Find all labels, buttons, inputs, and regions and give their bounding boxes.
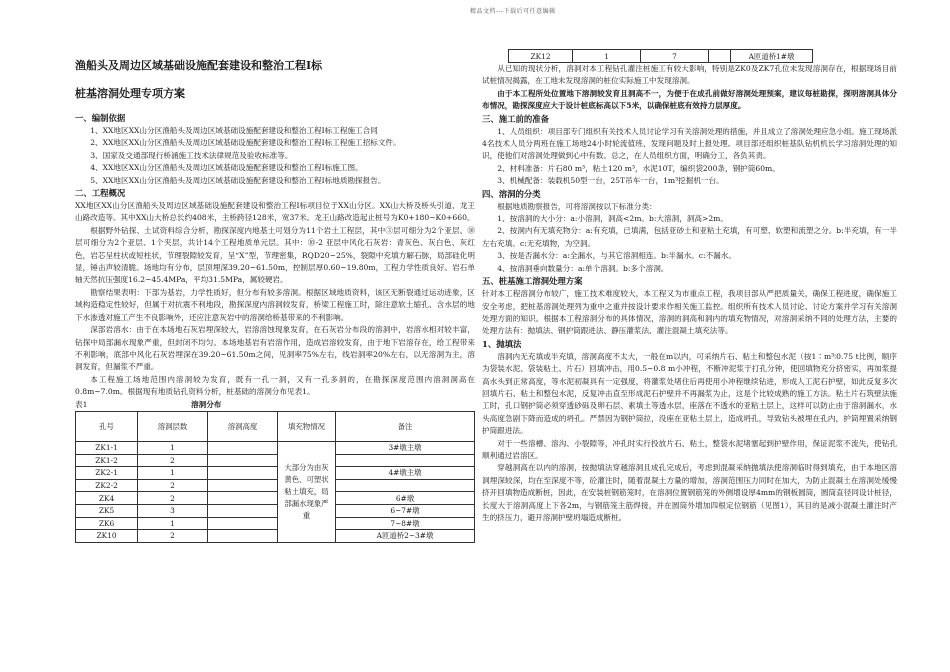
cell-layers: 2 — [138, 530, 208, 543]
cell-height — [208, 492, 278, 505]
cell-height — [208, 441, 278, 454]
prep-item: 2、材料准备：片石80 m³，粘土120 m³，水泥10T，编织袋200条，钢护筒60m。 — [497, 163, 780, 173]
cell-remark: 4#墩主墩 — [336, 467, 475, 480]
cell-layers: 1 — [138, 517, 208, 530]
watermark: 精品文档---下载后可任意编辑 — [470, 8, 556, 15]
cell-remark: 3#墩主墩 — [336, 441, 475, 454]
table-row — [76, 441, 475, 454]
section-heading-5: 五、桩基施工溶洞处理方案 — [482, 276, 583, 287]
cell-hole: ZK2-2 — [76, 479, 138, 492]
cell-hole: ZK2-1 — [76, 467, 138, 480]
cell-height — [208, 517, 278, 530]
cell-hole: ZK1-1 — [76, 441, 138, 454]
overview-paragraph: 根据野外钻探、土试资料综合分析，勘探深度内地基土可划分为11个岩土工程层，其中③层可细分为2个亚层、⑩层可细分为2个亚层、1个夹层，共计14个工程地质单元层。其中：⑩-2 亚层中风化石灰岩：青灰色、灰白色、灰红色，岩芯呈柱状或短柱状，节理裂隙较发育，呈“X”型，节理密集，RQD20~25%，裂隙中充填方解石脉，局部硅化明显，锤击声较清脆。场地均有分布，层顶埋深39.20~61.50m，控制层厚0.60~19.80m，工程力学性质良好。岩石单轴天然抗压强度16.2~45.4MPa，平均31.5MPa，属较硬岩。 — [75, 225, 475, 285]
recommendation-paragraph: 由于本工程所处位置地下溶洞较发育且洞高不一，为便于在成孔前做好溶洞处理预案，建议每桩勘探，探明溶洞具体分布情况，勘探深度应大于设计桩底标高以下5米，以确保桩底有效持力层厚度。 — [482, 88, 897, 111]
fill-method-paragraph: 对于一些溶槽、溶沟、小裂隙等，冲孔时实行投放片石、粘土，整袋水泥堵塞起到护壁作用，保证泥浆不流失，使钻孔顺利通过岩溶区。 — [482, 438, 897, 460]
basis-item: 2、XX地区XX山分区渔船头及周边区域基础设施配套建设和整治工程Ⅰ标工程施工招标文件。 — [90, 138, 401, 148]
overview-paragraph: 勘察结果表明：下部为基岩，力学性质好，但分布有较多溶洞。根据区域地质资料，该区无断裂通过运动迹象，区域构造稳定性较好，但属于对抗震不利地段，勘探深度内溶洞较发育，桥梁工程施工时，除注意软土缩孔、含水层的地下水渗透对施工产生不良影响外，还应注意灰岩中的溶洞给桥基带来的不利影响。 — [75, 287, 475, 322]
cell-layers: 2 — [138, 479, 208, 492]
analysis-paragraph: 从已知的现状分析，溶洞对本工程钻孔灌注桩施工有较大影响，特别是ZK0及ZK7孔位未发现溶洞存在，根据现场目前试桩情况揭露，在工地未发现溶洞的桩位实际施工中发现溶洞。 — [482, 64, 897, 86]
cell-remark: A匝道桥1#墩 — [731, 50, 813, 63]
fill-method-paragraph: 溶洞内无充填或半充填，溶洞高度不太大，一般在m以内，可采纳片石、粘土和整包水泥（按1∶m³∶0.75 t比例，顺序为袋装水泥、袋装粘土、片石）回填冲击，用0.5~0.8 m小冲程，不断冲泥浆于打孔分钟，使回填物充分挤密实，再加浆提高水头到正常高度，等水泥初凝具有一定强度，将灌浆处堵住后再使用小冲程继续钻进，形成人工泥石护壁，如此反复多次回填片石、粘土和整包水泥，反复冲击直至形成泥石护壁并不再漏浆为止，这是个比较成熟的施工方法。粘土片石筑壁法施工时，孔口钢护筒必须穿透砂砾及卵石层、素填土等透水层，座落在不透水的亚粘土层上，这样可以防止由于溶洞漏水，水头高度急剧下降而造成的坍孔。严禁因为钢护筒拉，没座在亚粘土层上，造成坍孔，导致钻头被埋在孔内，护筒埋置采纳钢护筒跟进法。 — [482, 351, 897, 436]
table-title: 溶洞分布 — [191, 399, 222, 409]
cell-fill — [709, 50, 731, 63]
cell-hole: ZK4 — [76, 492, 138, 505]
table-row — [509, 50, 813, 63]
left-column — [75, 18, 475, 543]
table-row — [76, 467, 475, 480]
document-subtitle: 桩基溶洞处理专项方案 — [75, 87, 185, 100]
cell-fill-note: 大部分为由灰黄色、可塑状粘土填充，局部漏水现象严重 — [278, 441, 336, 542]
basis-item: 4、XX地区XX山分区渔船头及周边区域基础设施配套建设和整治工程Ⅰ标施工图。 — [90, 163, 363, 173]
cell-height: 7 — [641, 50, 709, 63]
cell-layers: 2 — [138, 454, 208, 467]
col-header-hole: 孔号 — [76, 411, 138, 441]
cell-layers: 2 — [138, 492, 208, 505]
cell-layers: 1 — [573, 50, 641, 63]
cell-hole: ZK6 — [76, 517, 138, 530]
cell-remark — [336, 479, 475, 492]
cell-height — [208, 454, 278, 467]
subsection-heading-fill-method: 1、抛填法 — [482, 338, 522, 349]
classification-item: 3、按是否漏水分：a:全漏水，与其它溶洞相连。b:半漏水。c:不漏水。 — [497, 251, 736, 261]
classification-item: 1、按溶洞的大小分：a:小溶洞，洞高<2m。b:大溶洞，洞高>2m。 — [497, 214, 728, 224]
cell-remark: 6~7#墩 — [336, 504, 475, 517]
table-caption — [75, 399, 325, 411]
cell-hole: ZK1-2 — [76, 454, 138, 467]
cell-hole: ZK5 — [76, 504, 138, 517]
col-header-remark: 备注 — [336, 411, 475, 441]
cave-distribution-table — [75, 411, 475, 543]
classification-item: 2、按洞内有无填充物分：a:有充填，已填满，包括亚砂土和亚粘土充填，有可塑、软塑和流塑之分。b:半充填，有一半左右充填。c:无充填物，为空洞。 — [482, 226, 897, 248]
table-row — [76, 479, 475, 492]
section-heading-2: 二、工程概况 — [75, 188, 126, 199]
table-row — [76, 454, 475, 467]
cell-remark: A匝道桥2~3#墩 — [336, 530, 475, 543]
section-heading-3: 三、施工前的准备 — [482, 113, 549, 124]
document-title: 渔船头及周边区域基础设施配套建设和整治工程Ⅰ标 — [75, 59, 323, 72]
overview-paragraph: 本工程施工场地范围内溶洞较为发育，既有一孔一洞，又有一孔多洞的，在勘探深度范围内溶洞洞高在0.8m~7.0m。根据现有地质钻孔资料分析，桩基础的溶洞分布见表1。 — [75, 374, 475, 397]
overview-paragraph: XX地区XX山分区渔船头及周边区域基础设施配套建设和整治工程Ⅰ标项目位于XX山分区。XX山大桥及桥头引道、龙王山路改造等。其中XX山大桥总长约408米，主桥跨径128米，宽37米。龙王山路改造起止桩号为K0+180~K0+660。 — [75, 201, 475, 223]
col-header-height: 溶洞高度 — [208, 411, 278, 441]
cell-hole: ZK10 — [76, 530, 138, 543]
cell-height — [208, 479, 278, 492]
cell-height — [208, 530, 278, 543]
table-row — [76, 517, 475, 530]
prep-item: 3、机械配备：装载机50型一台，25T吊车一台，1m³挖掘机一台。 — [497, 176, 724, 186]
right-column — [482, 49, 897, 524]
fill-method-paragraph: 穿越洞高在以内的溶洞，按抛填法穿越溶洞且成孔完成后，考虑到混凝采纳抛填法使溶洞临时得到填充，由于本地区溶洞埋深较深，均在至深度不等，砼灌注时，随着混凝土方量的增加，溶洞范围压力同时在加大，为防止混凝土在溶洞处缓慢挤开回填物造成断桩，因此，在安装桩钢筋笼时，在溶洞位置钢筋笼的外侧增设厚4mm的钢板圆筒，圆筒直径同设计桩径，长度大于溶洞高度上下各2m，与钢筋笼主筋焊接，并在圆筒外增加四根定位钢筋（见图1），其目的是减小混凝土灌注时产生的挤压力，避开溶洞护壁坍塌造成断桩。 — [482, 463, 897, 522]
overview-paragraph: 深部岩溶水：由于在本场地石灰岩埋深较大，岩溶溶蚀现象发育，在石灰岩分布段的溶洞中，岩溶水相对较丰富，钻探中局部漏水现象严重，但封闭不均匀。本场地基岩有岩溶作用，造成岩溶较发育，由于地下岩溶存在，给工程带来不利影响，底部中风化石灰岩埋深在39.20~61.50m之间，见洞率75%左右，线岩洞率20%左右，以无溶洞为主，溶洞发育，但漏浆不严重。 — [75, 325, 475, 372]
cell-remark: 7~8#墩 — [336, 517, 475, 530]
cell-layers: 3 — [138, 504, 208, 517]
cell-height — [208, 467, 278, 480]
cell-layers: 1 — [138, 467, 208, 480]
col-header-layers: 溶洞层数 — [138, 411, 208, 441]
cell-remark: 6#墩 — [336, 492, 475, 505]
table-row — [76, 492, 475, 505]
section-heading-1: 一、编制依据 — [75, 113, 126, 123]
cell-hole: ZK12 — [509, 50, 573, 63]
cell-height — [208, 504, 278, 517]
cave-distribution-table-continued — [508, 49, 813, 63]
classification-item: 4、按溶洞垂向数量分：a:单个溶洞。b:多个溶洞。 — [497, 263, 669, 273]
basis-item: 5、XX地区XX山分区渔船头及周边区域基础设施配套建设和整治工程Ⅰ标地质勘探报告。 — [90, 175, 386, 185]
prep-item: 1、人员组织：项目部专门组织有关技术人员讨论学习有关溶洞处理的措施，并且成立了溶洞处理应急小组。施工现场派4名技术人员分两班在施工场地24小时轮流值班，发现问题及时上报处理。项目部还组织桩基队钻机机长学习溶洞处理的知识，使他们对溶洞处理做到心中有数。总之，在人员组织方面，明确分工，各负其责。 — [482, 126, 897, 161]
basis-item: 3、国家及交通部现行桥涵施工技术法律规范及验收标准等。 — [90, 150, 293, 160]
col-header-fill: 填充物情况 — [278, 411, 336, 441]
classification-intro: 根据地质勘察报告，可将溶洞按以下标准分类： — [497, 201, 657, 211]
table-number: 表1 — [75, 399, 88, 409]
table-header-row — [76, 411, 475, 441]
basis-item: 1、XX地区XX山分区渔船头及周边区域基础设施配套建设和整治工程Ⅰ标工程施工合同 — [90, 126, 378, 135]
table-row — [76, 530, 475, 543]
cell-remark — [336, 454, 475, 467]
cell-layers: 1 — [138, 441, 208, 454]
scheme-intro: 针对本工程溶洞分布较广，施工技术难度较大，本工程又为市重点工程，我项目部从严把质量关，确保工程进度，确保施工安全考虑，把桩基溶洞处理列为重中之重并按设计要求作相关施工监控。组织所有技术人员讨论、讨论方案并学习有关溶洞处理方面的知识。根据本工程溶洞分布的具体情况，溶洞的洞高和洞内的填充物情况，对溶洞采纳不同的处理方法，主要的处理方法有：抛填法、钢护筒跟进法、静压灌浆法、灌注混凝土填充法等。 — [482, 289, 897, 336]
section-heading-4: 四、溶洞的分类 — [482, 188, 541, 199]
table-row — [76, 504, 475, 517]
